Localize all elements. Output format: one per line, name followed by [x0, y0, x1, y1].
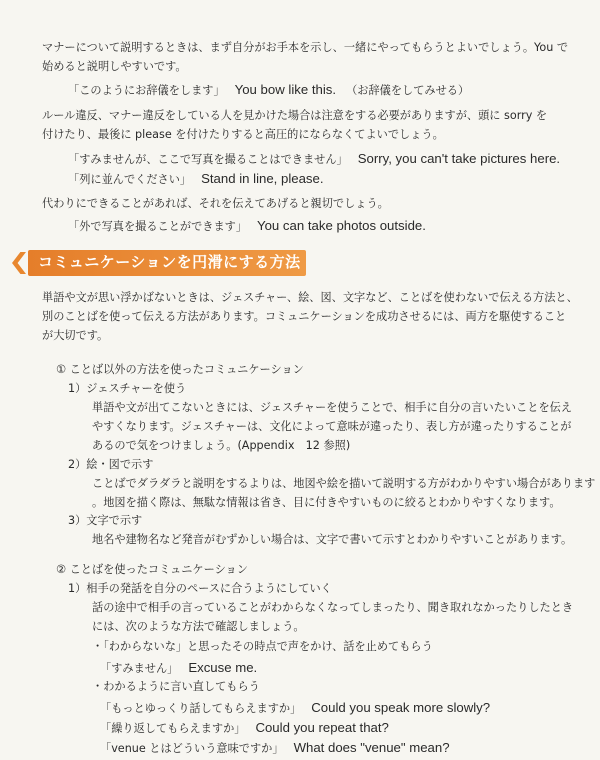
alt-example-en: You can take photos outside. — [257, 218, 426, 233]
alt-example-ja: 「外で写真を撮ることができます」 — [68, 220, 248, 233]
s2-bullet-1-en: Excuse me. — [188, 660, 258, 675]
s2-title: ② ことばを使ったコミュニケーション — [56, 563, 248, 576]
s2-item-1-line-2: には、次のような方法で確認しましょう。 — [92, 620, 305, 633]
s2-bullet-2-ex2-ja: 「繰り返してもらえますか」 — [100, 722, 246, 735]
s2-bullet-2-ex1-ja: 「もっとゆっくり話してもらえますか」 — [100, 702, 302, 715]
s2-item-1-line-1: 話の途中で相手の言っていることがわからなくなってしまったり、聞き取れなかったりしたとき — [92, 601, 574, 614]
intro-example-ja: 「このようにお辞儀をします」 — [68, 84, 225, 97]
rules-example-2-ja: 「列に並んでください」 — [68, 173, 192, 186]
rules-example-1-ja: 「すみませんが、ここで写真を撮ることはできません」 — [68, 153, 348, 166]
s2-bullet-2-example-1 — [100, 701, 490, 714]
intro-example-en: You bow like this. — [234, 82, 337, 97]
intro-example-note: （お辞儀をしてみせる） — [346, 84, 470, 97]
s1-item-2-line-1: ことばでダラダラと説明をするよりは、地図や絵を描いて説明する方がわかりやすい場合があります — [92, 477, 596, 490]
intro-example — [68, 83, 469, 96]
intro-line-1: マナーについて説明するときは、まず自分がお手本を示し、一緒にやってもらうとよいでしょう。You で — [42, 41, 569, 54]
s1-item-3-title: 3）文字で示す — [68, 514, 143, 527]
s1-item-2-line-2: 。地図を描く際は、無駄な情報は省き、目に付きやすいものに絞るとわかりやすくなります。 — [92, 496, 561, 509]
section-heading — [12, 250, 312, 276]
alt-example — [68, 219, 426, 232]
s2-bullet-1-example — [100, 661, 257, 674]
s2-bullet-2: ・わかるように言い直してもらう — [92, 680, 260, 693]
s2-bullet-1: ・「わからないな」と思ったその時点で声をかけ、話を止めてもらう — [92, 640, 433, 653]
s2-bullet-2-ex3-ja: 「venue とはどういう意味ですか」 — [100, 742, 284, 755]
lead-line-3: が大切です。 — [42, 329, 109, 342]
s2-bullet-1-ja: 「すみません」 — [100, 662, 179, 675]
s2-bullet-2-example-2 — [100, 721, 389, 734]
rules-example-1-en: Sorry, you can't take pictures here. — [357, 151, 561, 166]
s2-bullet-2-ex1-en: Could you speak more slowly? — [311, 700, 491, 715]
section-title: コミュニケーションを円滑にする方法 — [38, 253, 301, 271]
lead-line-2: 別のことばを使って伝える方法があります。コミュニケーションを成功させるには、両方を駆使すること — [42, 310, 567, 323]
s1-item-1-line-1: 単語や文が出てこないときには、ジェスチャーを使うことで、相手に自分の言いたいことを伝え — [92, 401, 573, 414]
rules-example-2 — [68, 172, 324, 185]
rules-example-1 — [68, 152, 560, 165]
chevron-left-icon — [12, 252, 26, 274]
s1-title: ① ことば以外の方法を使ったコミュニケーション — [56, 363, 304, 376]
s2-item-1-title: 1）相手の発話を自分のペースに合うようにしていく — [68, 582, 332, 595]
s1-item-1-line-2: やすくなります。ジェスチャーは、文化によって意味が違ったり、表し方が違ったりすることが — [92, 420, 572, 433]
alt-line-1: 代わりにできることがあれば、それを伝えてあげると親切でしょう。 — [42, 197, 389, 210]
rules-line-2: 付けたり、最後に please を付けたりすると高圧的にならなくてよいでしょう。 — [42, 128, 444, 141]
s2-bullet-2-ex3-en: What does "venue" mean? — [293, 740, 450, 755]
s2-bullet-2-ex2-en: Could you repeat that? — [255, 720, 389, 735]
rules-example-2-en: Stand in line, please. — [201, 171, 324, 186]
s1-item-2-title: 2）絵・図で示す — [68, 458, 154, 471]
lead-line-1: 単語や文が思い浮かばないときは、ジェスチャー、絵、図、文字など、ことばを使わないで伝える方法と、 — [42, 291, 578, 304]
s1-item-1-title: 1）ジェスチャーを使う — [68, 382, 187, 395]
s1-item-3-line-1: 地名や建物名など発音がむずかしい場合は、文字で書いて示すとわかりやすいことがあります。 — [92, 533, 573, 546]
s1-item-1-line-3: あるので気をつけましょう。(Appendix 12 参照) — [92, 439, 351, 452]
s2-bullet-2-example-3 — [100, 741, 450, 754]
rules-line-1: ルール違反、マナー違反をしている人を見かけた場合は注意をする必要がありますが、頭に sorry を — [42, 109, 548, 122]
intro-line-2: 始めると説明しやすいです。 — [42, 60, 187, 73]
